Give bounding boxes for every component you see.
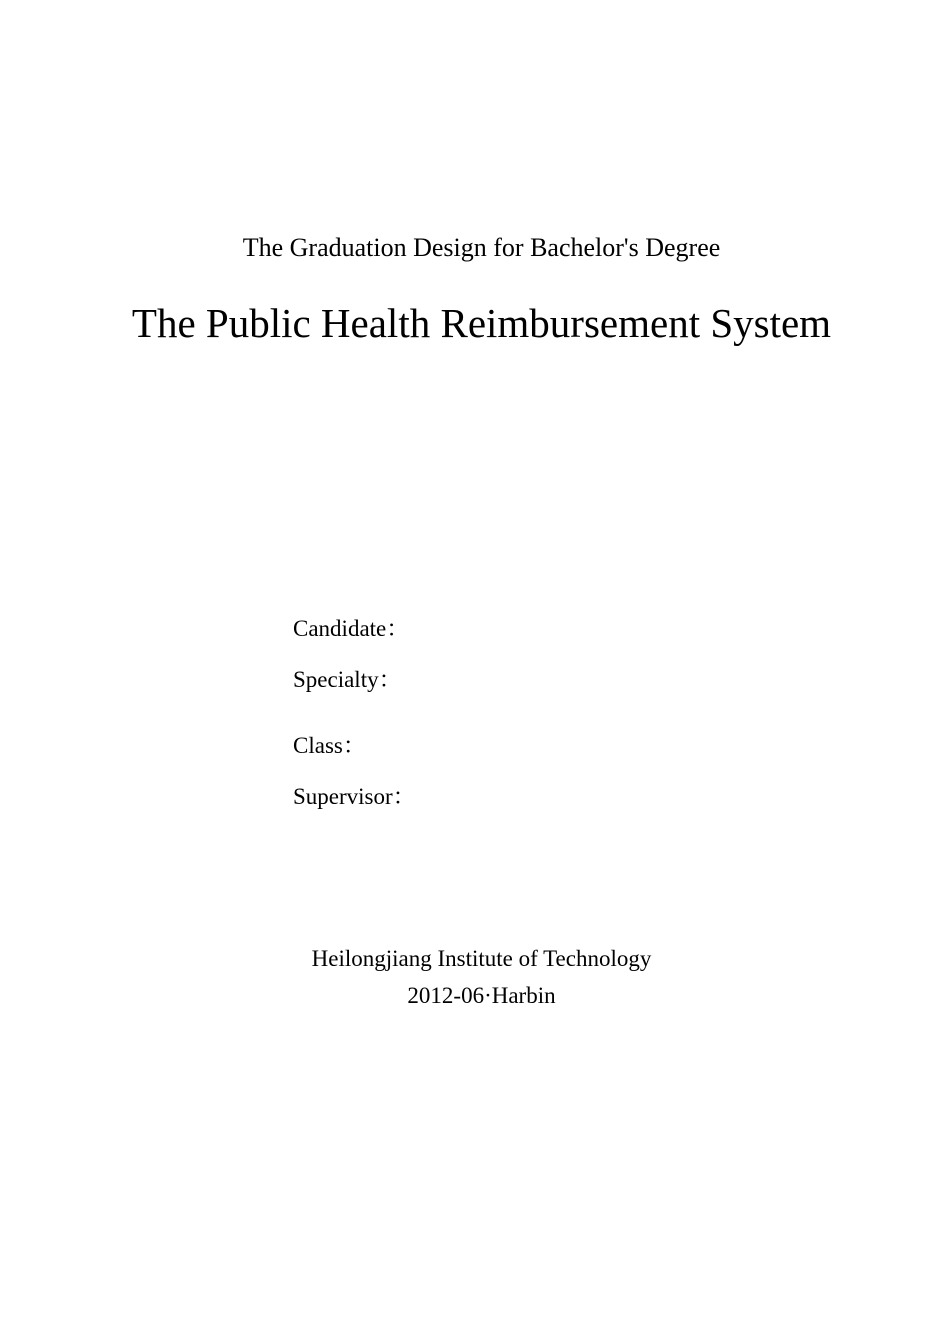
- specialty-label: Specialty：: [293, 667, 402, 692]
- thesis-title: The Public Health Reimbursement System: [131, 300, 832, 346]
- institution-name: Heilongjiang Institute of Technology: [311, 946, 652, 971]
- degree-line: The Graduation Design for Bachelor's Degree: [242, 233, 721, 262]
- supervisor-label: Supervisor：: [293, 784, 416, 809]
- class-label: Class：: [293, 733, 366, 758]
- date-place: 2012-06·Harbin: [407, 983, 556, 1008]
- candidate-label: Candidate：: [293, 616, 410, 641]
